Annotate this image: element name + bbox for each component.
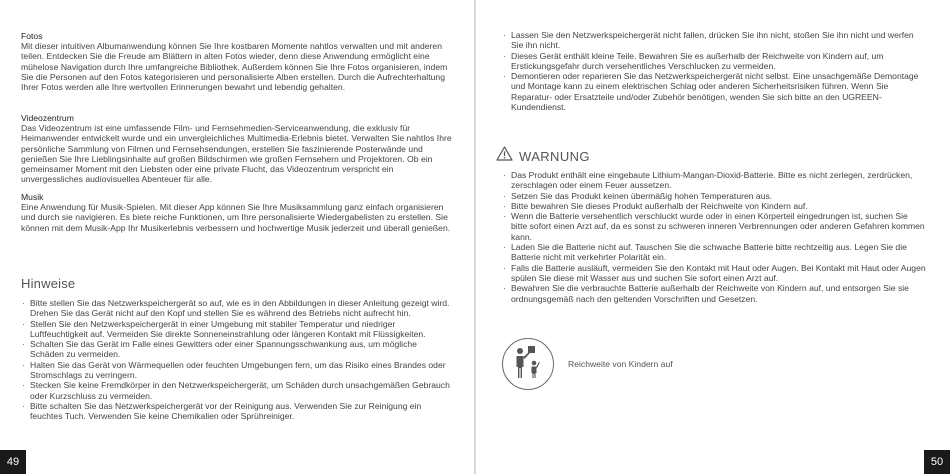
list-item: · Wenn die Batterie versehentlich verschluckt wurde oder in einen Körperteil eingedrungen ist, suchen Sie bitte sofort einen Arzt auf, da es sonst zu schweren inneren Verbrennungen oder anderen Gefahren kommen kann. bbox=[502, 211, 926, 242]
list-item: · Dieses Gerät enthält kleine Teile. Bewahren Sie es außerhalb der Reichweite von Kindern auf, um Erstickungsgefahr durch versehentliches Verschlucken zu vermeiden. bbox=[502, 51, 926, 72]
warnung-list bbox=[502, 170, 926, 304]
list-item: · Bewahren Sie die verbrauchte Batterie außerhalb der Reichweite von Kindern auf, und entsorgen Sie sie ordnungsgemäß nach den geltenden Vorschriften und Gesetzen. bbox=[502, 283, 926, 304]
warning-triangle-icon bbox=[496, 146, 513, 166]
list-item: · Halten Sie das Gerät von Wärmequellen oder feuchten Umgebungen fern, um das Risiko eines Brandes oder Stromschlags zu verringern. bbox=[21, 360, 453, 381]
keep-away-caption: Reichweite von Kindern auf bbox=[568, 359, 673, 369]
list-item: · Falls die Batterie ausläuft, vermeiden Sie den Kontakt mit Haut oder Augen. Bei Kontakt mit Haut oder Augen spülen Sie diese mit Wasser aus und suchen Sie sofort einen Arzt auf. bbox=[502, 263, 926, 284]
page-number-right: 50 bbox=[924, 450, 950, 474]
keep-away-notice bbox=[502, 338, 673, 390]
musik-body: Eine Anwendung für Musik-Spielen. Mit dieser App können Sie Ihre Musiksammlung ganz einfach organisieren und durch sie navigieren. Es biete reiche Funktionen, um Ihre personalisierte Wiedergabelisten zu erstellen. Sie können mit dem Musik-App Ihr Musikerlebnis verbessern und hochwertige Musik jederzeit und überall genießen. bbox=[21, 202, 451, 233]
list-item: · Setzen Sie das Produkt keinen übermäßig hohen Temperaturen aus. bbox=[502, 191, 926, 201]
hinweise-heading: Hinweise bbox=[21, 276, 76, 291]
safety-list bbox=[502, 30, 926, 112]
warnung-title: WARNUNG bbox=[519, 148, 590, 164]
page-number-left: 49 bbox=[0, 450, 26, 474]
list-item: · Stecken Sie keine Fremdkörper in den Netzwerkspeichergerät, um Schäden durch unsachgemäßen Gebrauch oder Kurzschluss zu vermeiden. bbox=[21, 380, 453, 401]
list-item: · Schalten Sie das Gerät im Falle eines Gewitters oder einer Spannungsschwankung aus, um mögliche Schäden zu vermeiden. bbox=[21, 339, 453, 360]
videozentrum-title: Videozentrum bbox=[21, 113, 74, 123]
list-item: · Stellen Sie den Netzwerkspeichergerät in einer Umgebung mit stabiler Temperatur und niedriger Luftfeuchtigkeit auf. Vermeiden Sie direkte Sonneneinstrahlung oder längeren Kontakt mit Flüssigkeiten. bbox=[21, 319, 453, 340]
warnung-heading bbox=[496, 146, 590, 166]
right-page bbox=[476, 0, 950, 474]
fotos-title: Fotos bbox=[21, 31, 43, 41]
list-item: · Demontieren oder reparieren Sie das Netzwerkspeichergerät nicht selbst. Eine unsachgemäße Demontage und Montage kann zu einem elektrischen Schlag oder anderen Sicherheitsrisiken führen. Wenn Sie Reparatur- oder Ersatzteile und/oder Zubehör benötigen, wenden Sie sich bitte an den UGREEN-Kundendienst. bbox=[502, 71, 926, 112]
list-item: · Lassen Sie den Netzwerkspeichergerät nicht fallen, drücken Sie ihn nicht, stoßen Sie ihn nicht und werfen Sie ihn nicht. bbox=[502, 30, 926, 51]
videozentrum-body: Das Videozentrum ist eine umfassende Film- und Fernsehmedien-Serviceanwendung, die exklusiv für Heimanwender entwickelt wurde und ein unvergleichliches Multimedia-Erlebnis bietet. Verwalten Sie nahtlos Ihre persönliche Sammlung von Filmen und Fernsehsendungen, erstellen Sie faszinierende Posterwände und genießen Sie Ihre Lieblingsinhalte auf großen Bildschirmen wie großen Fernsehern und Projektoren. Ob ein gemeinsamer Moment mit den Liebsten oder eine private Flucht, das Videozentrum verspricht ein unvergessliches audiovisuelles Abenteuer für alle. bbox=[21, 123, 452, 185]
left-page bbox=[0, 0, 474, 474]
keep-away-from-children-icon bbox=[502, 338, 554, 390]
hinweise-list bbox=[21, 298, 453, 422]
list-item: · Bitte stellen Sie das Netzwerkspeichergerät so auf, wie es in den Abbildungen in dieser Anleitung gezeigt wird. Drehen Sie das Gerät nicht auf den Kopf und stellen Sie es während des Betriebs nicht aufrecht hin. bbox=[21, 298, 453, 319]
list-item: · Das Produkt enthält eine eingebaute Lithium-Mangan-Dioxid-Batterie. Bitte es nicht zerlegen, zerdrücken, zerschlagen oder einem Feuer aussetzen. bbox=[502, 170, 926, 191]
fotos-section bbox=[21, 31, 453, 92]
fotos-body: Mit dieser intuitiven Albumanwendung können Sie Ihre kostbaren Momente nahtlos verwalten und mit anderen teilen. Entdecken Sie die Freude am Blättern in alten Fotos wieder, denn diese Anwendung ermöglicht eine mühelose Navigation durch Ihre umfangreiche Bibliothek. Außerdem können Sie Ihre Fotos organisieren, indem Sie die Personen auf den Fotos kategorisieren und personalisierte Alben erstellen. Durch die Aufrechterhaltung Ihrer Fotos werden alle Ihre wertvollen Erinnerungen bewahrt und lebendig gehalten. bbox=[21, 41, 448, 93]
list-item: · Laden Sie die Batterie nicht auf. Tauschen Sie die schwache Batterie bitte rechtzeitig aus. Legen Sie die Batterie nicht mit verkehrter Polarität ein. bbox=[502, 242, 926, 263]
musik-section bbox=[21, 192, 453, 233]
musik-title: Musik bbox=[21, 192, 44, 202]
list-item: · Bitte bewahren Sie dieses Produkt außerhalb der Reichweite von Kindern auf. bbox=[502, 201, 926, 211]
videozentrum-section bbox=[21, 113, 453, 185]
list-item: · Bitte schalten Sie das Netzwerkspeichergerät vor der Reinigung aus. Verwenden Sie zur Reinigung ein feuchtes Tuch. Verwenden Sie keine Chemikalien oder Sprühreiniger. bbox=[21, 401, 453, 422]
